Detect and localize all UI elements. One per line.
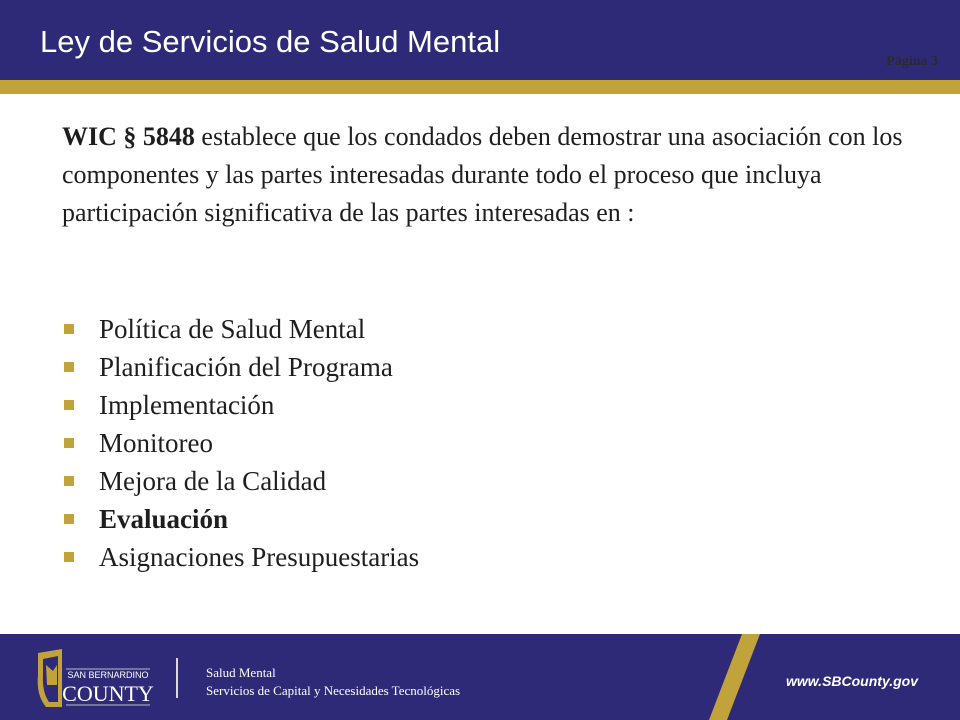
header-gold-stripe [0, 80, 960, 94]
bullet-square-icon [64, 324, 74, 334]
bullet-square-icon [64, 552, 74, 562]
bullet-square-icon [64, 400, 74, 410]
bullet-item: Política de Salud Mental [62, 310, 419, 348]
slide-title: Ley de Servicios de Salud Mental [40, 24, 501, 59]
website-link[interactable]: www.SBCounty.gov [786, 673, 918, 689]
bullet-item: Monitoreo [62, 424, 419, 462]
intro-text: establece que los condados deben demostrar una asociación con los componentes y las partes interesadas durante todo el proceso que incluya participación significativa de las partes interesadas en : [62, 122, 903, 227]
bullet-item: Planificación del Programa [62, 348, 419, 386]
logo-text-bottom: COUNTY [62, 681, 154, 706]
bullet-item: Implementación [62, 386, 419, 424]
bullet-item: Asignaciones Presupuestarias [62, 538, 419, 576]
header-bar [0, 0, 960, 80]
bullet-square-icon [64, 362, 74, 372]
footer-divider [176, 658, 178, 698]
bullet-item: Mejora de la Calidad [62, 462, 419, 500]
department-info [206, 664, 460, 700]
intro-paragraph [62, 118, 912, 232]
bullet-list [62, 310, 419, 576]
bullet-square-icon [64, 476, 74, 486]
bullet-item: Evaluación [62, 500, 419, 538]
bullet-square-icon [64, 514, 74, 524]
department-name: Salud Mental [206, 665, 276, 680]
bullet-square-icon [64, 438, 74, 448]
county-logo-icon [32, 645, 154, 711]
page-number: Página 3 [886, 54, 938, 69]
intro-citation: WIC § 5848 [62, 122, 195, 151]
department-subtitle: Servicios de Capital y Necesidades Tecnológicas [206, 683, 461, 698]
logo-text-top: SAN BERNARDINO [67, 670, 149, 680]
